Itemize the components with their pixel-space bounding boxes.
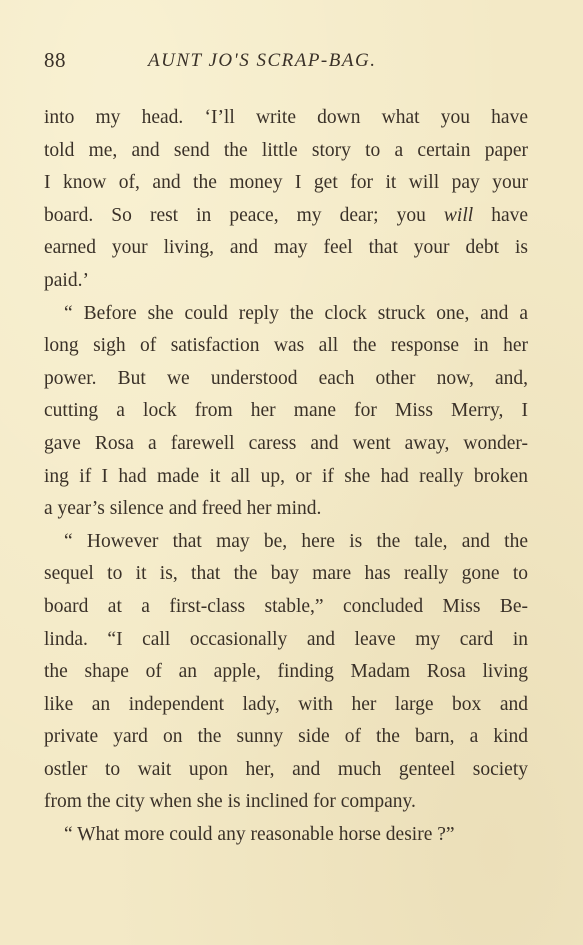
text-line: into my head. ‘I’ll write down what you have: [44, 107, 528, 128]
text-line: earned your living, and may feel that your debt is: [44, 237, 528, 259]
text-line: told me, and send the little story to a certain paper: [44, 139, 528, 161]
text-line: long sigh of satisfaction was all the response in her: [44, 335, 528, 357]
emphasized-word: will: [443, 204, 474, 226]
text-line: ing if I had made it all up, or if she had really broken: [44, 465, 528, 487]
paragraph-start-line: “ What more could any reasonable horse desire ?”: [64, 824, 455, 846]
paragraph-start-line: “ However that may be, here is the tale, and the: [64, 530, 528, 552]
paragraph-start-line: “ Before she could reply the clock struck one, and a: [64, 302, 528, 324]
text-line: linda. “I call occasionally and leave my card in: [44, 628, 528, 650]
text-fragment: have: [473, 204, 528, 226]
text-fragment: board. So rest in peace, my dear; you: [44, 204, 444, 226]
text-line: I know of, and the money I get for it will pay your: [44, 172, 528, 194]
running-title: AUNT JO'S SCRAP-BAG.: [148, 50, 377, 71]
text-line: board at a first-class stable,” concluded Miss Be-: [44, 595, 528, 617]
text-line: the shape of an apple, finding Madam Rosa living: [44, 661, 528, 683]
body-text: [44, 102, 528, 852]
text-line: gave Rosa a farewell caress and went away, wonder-: [44, 432, 528, 454]
text-line: a year’s silence and freed her mind.: [44, 498, 322, 520]
text-line: power. But we understood each other now, and,: [44, 367, 528, 389]
text-line: private yard on the sunny side of the barn, a kind: [44, 726, 528, 748]
page-header: [44, 48, 540, 78]
text-line: ostler to wait upon her, and much genteel society: [44, 758, 528, 780]
text-line: from the city when she is inclined for company.: [44, 791, 416, 813]
text-line-with-emphasis: [44, 200, 528, 233]
page-number: 88: [44, 48, 66, 72]
text-line: cutting a lock from her mane for Miss Merry, I: [44, 400, 528, 422]
text-line: sequel to it is, that the bay mare has really gone to: [44, 563, 528, 585]
text-line: paid.’: [44, 269, 89, 291]
text-line: like an independent lady, with her large box and: [44, 693, 528, 715]
